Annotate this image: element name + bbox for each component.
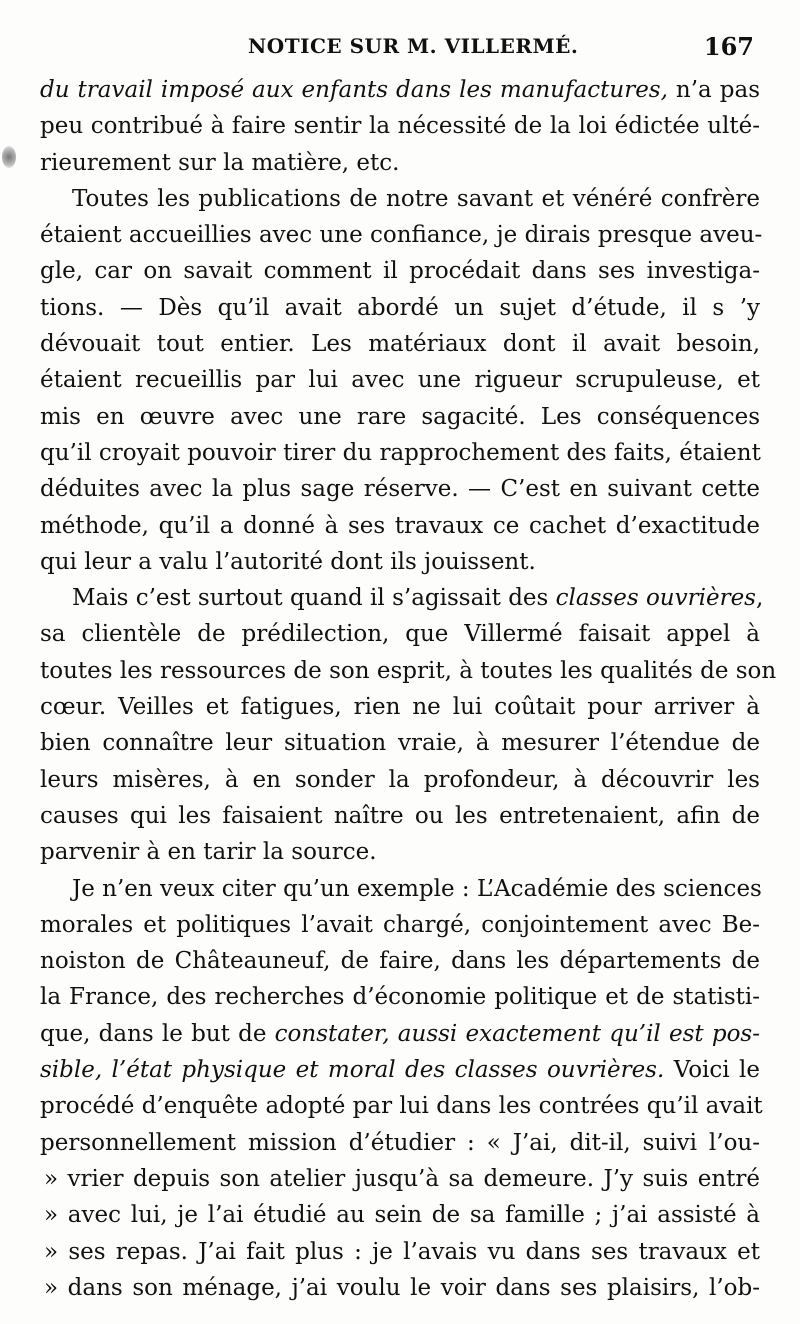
text-line bbox=[40, 253, 760, 289]
text-span: personnellement mission d’étudier : « J’ai, dit-il, suivi l’ou- bbox=[40, 1129, 760, 1156]
page-header bbox=[40, 30, 760, 70]
text-line bbox=[40, 544, 760, 580]
text-span: peu contribué à faire sentir la nécessité de la loi édictée ulté- bbox=[40, 113, 760, 140]
text-span: que, dans le but de bbox=[40, 1020, 275, 1047]
text-span: rieurement sur la matière, etc. bbox=[40, 149, 400, 176]
text-span: sa clientèle de prédilection, que Villermé faisait appel à bbox=[40, 621, 760, 648]
text-line bbox=[40, 1161, 760, 1197]
text-line bbox=[40, 907, 760, 943]
text-line bbox=[40, 72, 760, 108]
italic-text: sible, l’état physique et moral des classes ouvrières. bbox=[40, 1057, 665, 1084]
text-span: , bbox=[755, 585, 764, 612]
text-line bbox=[40, 725, 760, 761]
text-line bbox=[40, 653, 777, 689]
text-span: » ses repas. J’ai fait plus : je l’avais vu dans ses travaux et bbox=[44, 1238, 760, 1265]
text-line bbox=[40, 181, 760, 217]
text-line bbox=[40, 399, 760, 435]
text-line bbox=[40, 108, 760, 144]
text-span: la France, des recherches d’économie politique et de statisti- bbox=[40, 984, 760, 1011]
text-line bbox=[40, 1197, 760, 1233]
text-line bbox=[40, 979, 760, 1015]
text-span: Je n’en veux citer qu’un exemple : L’Académie des sciences bbox=[72, 875, 762, 902]
text-span: méthode, qu’il a donné à ses travaux ce cachet d’exactitude bbox=[40, 512, 760, 539]
text-span: dévouait tout entier. Les matériaux dont il avait besoin, bbox=[40, 331, 760, 358]
text-line bbox=[40, 435, 760, 471]
text-line bbox=[40, 871, 760, 907]
text-line bbox=[40, 689, 760, 725]
text-span: mis en œuvre avec une rare sagacité. Les conséquences bbox=[40, 403, 760, 430]
text-span: toutes les ressources de son esprit, à toutes les qualités de son bbox=[40, 657, 777, 684]
italic-text: du travail imposé aux enfants dans les manufactures, bbox=[40, 77, 668, 103]
text-span: noiston de Châteauneuf, de faire, dans les départements de bbox=[40, 948, 760, 975]
text-line bbox=[40, 1234, 760, 1270]
text-span: n’a pas bbox=[667, 77, 760, 103]
text-line bbox=[40, 508, 760, 544]
text-line bbox=[40, 798, 760, 834]
text-span: » dans son ménage, j’ai voulu le voir dans ses plaisirs, l’ob- bbox=[44, 1274, 760, 1301]
text-line bbox=[40, 217, 763, 253]
text-span: parvenir à en tarir la source. bbox=[40, 839, 377, 866]
text-line bbox=[40, 762, 760, 798]
text-line bbox=[40, 1052, 760, 1088]
text-span: déduites avec la plus sage réserve. — C’est en suivant cette bbox=[40, 476, 760, 503]
page-number: 167 bbox=[703, 32, 754, 61]
italic-text: classes ouvrières bbox=[555, 585, 756, 612]
text-span: morales et politiques l’avait chargé, conjointement avec Be- bbox=[40, 911, 760, 938]
running-head: NOTICE SUR M. VILLERMÉ. bbox=[248, 34, 579, 58]
text-line bbox=[40, 616, 760, 652]
text-span: Voici le bbox=[664, 1057, 761, 1084]
text-line bbox=[40, 1088, 763, 1124]
text-line bbox=[40, 362, 760, 398]
text-line bbox=[40, 580, 764, 616]
text-span: gle, car on savait comment il procédait dans ses investiga- bbox=[40, 258, 760, 285]
italic-text: constater, aussi exactement qu’il est pos- bbox=[274, 1020, 761, 1047]
text-span: Mais c’est surtout quand il s’agissait des bbox=[72, 585, 556, 612]
text-span: étaient recueillis par lui avec une rigueur scrupuleuse, et bbox=[40, 367, 760, 394]
ink-blot-mark bbox=[2, 146, 16, 168]
text-line bbox=[40, 326, 760, 362]
text-line bbox=[40, 145, 760, 181]
text-span: qui leur a valu l’autorité dont ils jouissent. bbox=[40, 548, 536, 575]
text-span: » vrier depuis son atelier jusqu’à sa demeure. J’y suis entré bbox=[44, 1165, 760, 1192]
text-span: étaient accueillies avec une confiance, je dirais presque aveu- bbox=[40, 222, 763, 249]
text-span: Toutes les publications de notre savant et vénéré confrère bbox=[72, 185, 760, 212]
text-span: » avec lui, je l’ai étudié au sein de sa famille ; j’ai assisté à bbox=[44, 1202, 760, 1229]
text-span: bien connaître leur situation vraie, à mesurer l’étendue de bbox=[40, 730, 760, 757]
text-span: tions. — Dès qu’il avait abordé un sujet d’étude, il s ’y bbox=[40, 294, 760, 321]
text-line bbox=[40, 943, 760, 979]
text-span: qu’il croyait pouvoir tirer du rapprochement des faits, étaient bbox=[40, 439, 761, 466]
text-span: cœur. Veilles et fatigues, rien ne lui coûtait pour arriver à bbox=[40, 694, 760, 721]
text-span: causes qui les faisaient naître ou les entretenaient, afin de bbox=[40, 802, 760, 829]
text-line bbox=[40, 471, 760, 507]
text-line bbox=[40, 290, 760, 326]
text-line bbox=[40, 1270, 760, 1306]
body-text bbox=[40, 72, 777, 1306]
text-line bbox=[40, 1125, 760, 1161]
text-line bbox=[40, 1016, 760, 1052]
text-span: procédé d’enquête adopté par lui dans les contrées qu’il avait bbox=[40, 1093, 763, 1120]
text-line bbox=[40, 834, 760, 870]
text-span: leurs misères, à en sonder la profondeur, à découvrir les bbox=[40, 766, 760, 793]
